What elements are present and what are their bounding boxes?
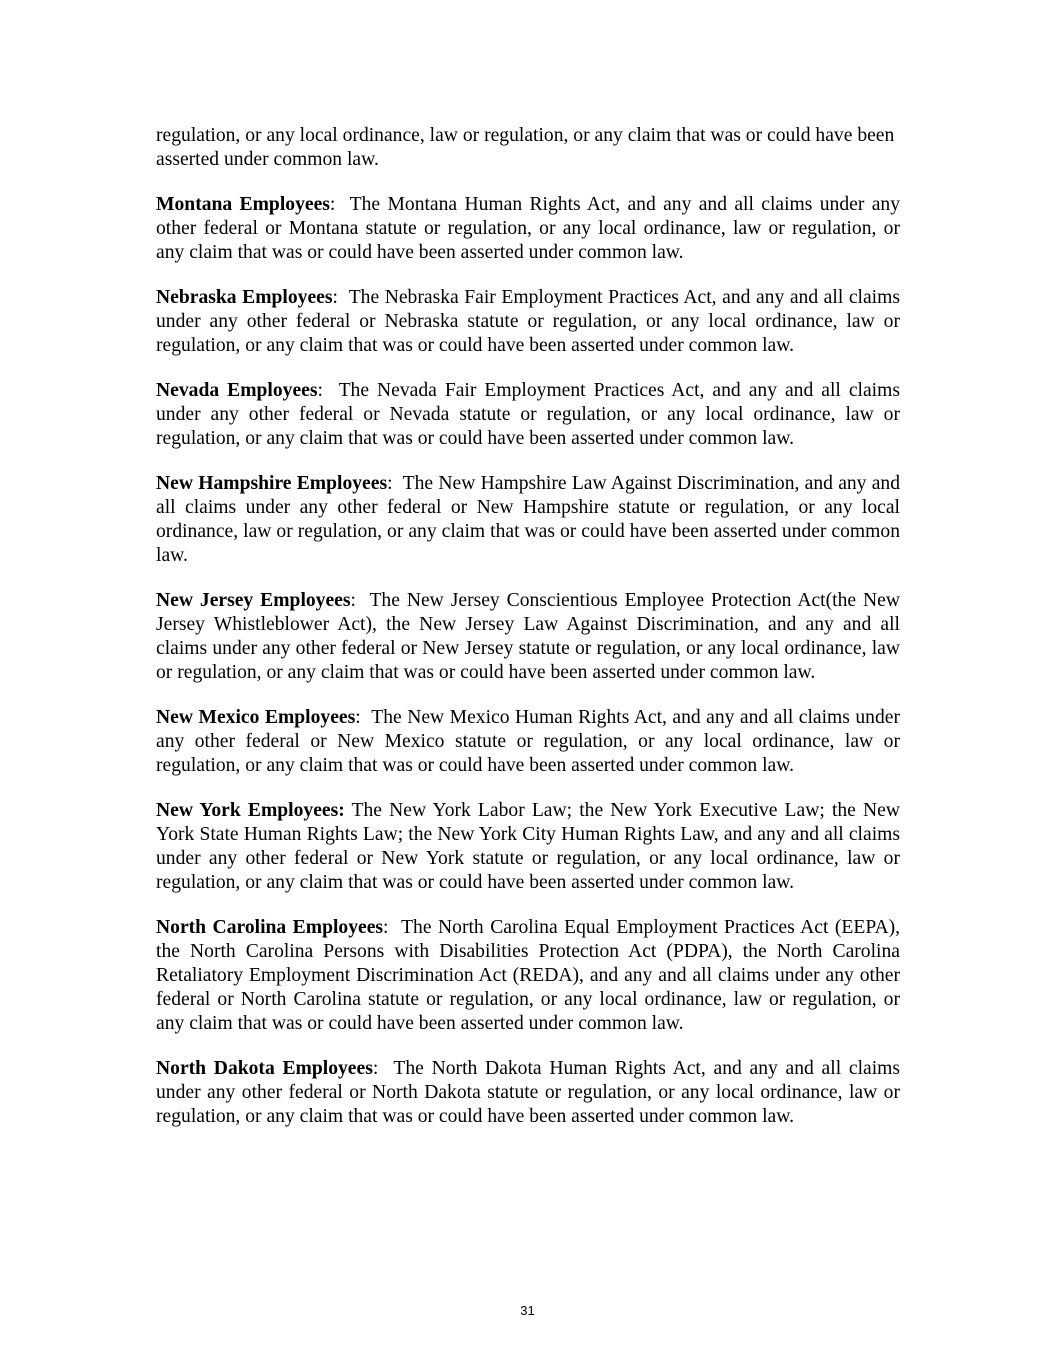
section-heading: New Hampshire Employees <box>156 473 388 494</box>
section-separator: : <box>387 473 403 494</box>
section-separator: : <box>350 590 370 611</box>
section-separator: : <box>317 380 339 401</box>
section-heading: New York Employees: <box>156 800 345 821</box>
section-nevada <box>156 379 900 451</box>
section-separator: : <box>329 194 350 215</box>
section-separator: : <box>355 707 372 728</box>
section-body: The New Hampshire Law Against Discrimination, and any and all claims under any other federal or New Hampshire statute or regulation, or any local ordinance, law or regulation, or any claim that was or could have been asserted under common law. <box>156 473 901 566</box>
section-montana <box>156 193 900 265</box>
section-heading: North Carolina Employees <box>156 917 384 938</box>
section-separator <box>345 800 352 821</box>
page-number: 31 <box>520 1303 535 1318</box>
section-north-dakota <box>156 1057 900 1129</box>
section-nebraska <box>156 286 900 358</box>
intro-text: regulation, or any local ordinance, law or regulation, or any claim that was or could have been asserted under common law. <box>156 125 895 170</box>
section-new-york <box>156 799 900 895</box>
section-body: The New York Labor Law; the New York Executive Law; the New York State Human Rights Law; the New York City Human Rights Law, and any and all claims under any other federal or New York statute or regulation, or any local ordinance, law or regulation, or any claim that was or could have been asserted under common law. <box>156 800 900 893</box>
section-heading: New Mexico Employees <box>156 707 356 728</box>
section-new-mexico <box>156 706 900 778</box>
section-heading: North Dakota Employees <box>156 1058 373 1079</box>
section-heading: Montana Employees <box>156 194 330 215</box>
section-separator: : <box>383 917 402 938</box>
section-body: The Nevada Fair Employment Practices Act, and any and all claims under any other federal or Nevada statute or regulation, or any local ordinance, law or regulation, or any claim that was or could have been asserted under common law. <box>156 380 900 449</box>
section-body: The Nebraska Fair Employment Practices Act, and any and all claims under any other federal or Nebraska statute or regulation, or any local ordinance, law or regulation, or any claim that was or could have been asserted under common law. <box>156 287 900 356</box>
section-body: The Montana Human Rights Act, and any and all claims under any other federal or Montana statute or regulation, or any local ordinance, law or regulation, or any claim that was or could have been asserted under common law. <box>156 194 900 263</box>
document-page <box>156 124 900 1150</box>
section-north-carolina <box>156 916 900 1036</box>
section-separator: : <box>372 1058 394 1079</box>
section-body: The New Jersey Conscientious Employee Protection Act(the New Jersey Whistleblower Act), the New Jersey Law Against Discrimination, and any and all claims under any other federal or New Jersey statute or regulation, or any local ordinance, law or regulation, or any claim that was or could have been asserted under common law. <box>156 590 900 683</box>
section-body: The New Mexico Human Rights Act, and any and all claims under any other federal or New Mexico statute or regulation, or any local ordinance, law or regulation, or any claim that was or could have been asserted under common law. <box>156 707 900 776</box>
section-heading: Nebraska Employees <box>156 287 333 308</box>
section-body: The North Carolina Equal Employment Practices Act (EEPA), the North Carolina Persons with Disabilities Protection Act (PDPA), the North Carolina Retaliatory Employment Discrimination Act (REDA), and any and all claims under any other federal or North Carolina statute or regulation, or any local ordinance, law or regulation, or any claim that was or could have been asserted under common law. <box>156 917 901 1034</box>
section-heading: New Jersey Employees <box>156 590 351 611</box>
section-heading: Nevada Employees <box>156 380 318 401</box>
intro-paragraph <box>156 124 900 172</box>
section-separator: : <box>332 287 349 308</box>
section-new-hampshire <box>156 472 900 568</box>
section-new-jersey <box>156 589 900 685</box>
section-body: The North Dakota Human Rights Act, and any and all claims under any other federal or North Dakota statute or regulation, or any local ordinance, law or regulation, or any claim that was or could have been asserted under common law. <box>156 1058 901 1127</box>
